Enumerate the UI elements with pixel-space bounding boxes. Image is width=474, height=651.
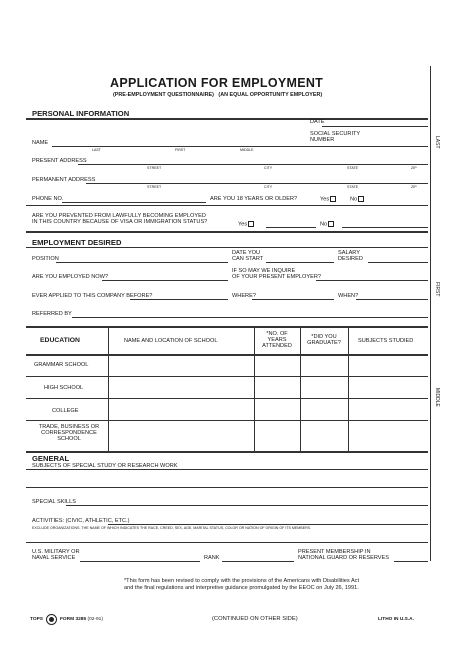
edu-row-high: HIGH SCHOOL [44, 385, 84, 391]
name-label: NAME [32, 140, 49, 146]
age-no-option[interactable] [350, 196, 364, 202]
age-yes-label: Yes [320, 196, 330, 203]
name-field[interactable] [52, 146, 428, 147]
visa-yes-label: Yes [238, 221, 248, 228]
subjects-field[interactable] [26, 469, 428, 470]
edu-row-college: COLLEGE [52, 408, 79, 414]
date-start-label: DATE YOU CAN START [232, 250, 264, 262]
age-no-label: No [350, 196, 358, 203]
membership-label: PRESENT MEMBERSHIP IN NATIONAL GUARD OR RESERVES [298, 549, 389, 561]
visa-no-blank [342, 227, 428, 228]
exclude-note: EXCLUDE ORGANIZATIONS, THE NAME OF WHICH INDICATES THE RACE, CREED, SEX, AGE, MARITAL STATUS, COLOR OR NATION OF ORIGIN OF ITS MEMBERS. [32, 526, 312, 530]
position-field[interactable] [56, 262, 228, 263]
side-label-middle: MIDDLE [434, 388, 440, 407]
side-fold-line [430, 66, 431, 561]
litho-label: LITHO IN U.S.A. [378, 617, 414, 622]
when-field[interactable] [356, 299, 428, 300]
salary-field[interactable] [368, 262, 428, 263]
activities-field-2[interactable] [26, 542, 428, 543]
applied-before-field[interactable] [130, 299, 228, 300]
present-address-label: PRESENT ADDRESS [32, 158, 87, 164]
edu-col-school: NAME AND LOCATION OF SCHOOL [124, 338, 218, 344]
section-rule [26, 231, 428, 233]
edu-col-years: *NO. OF YEARS ATTENDED [262, 331, 292, 349]
skills-field[interactable] [66, 505, 428, 506]
position-label: POSITION [32, 256, 59, 262]
edu-col-sep [300, 327, 301, 451]
form-title: APPLICATION FOR EMPLOYMENT [110, 76, 324, 90]
salary-label: SALARY DESIRED [338, 250, 363, 262]
edu-row-grammar: GRAMMAR SCHOOL [34, 362, 89, 368]
military-label: U.S. MILITARY OR NAVAL SERVICE [32, 549, 80, 561]
subjects-label: SUBJECTS OF SPECIAL STUDY OR RESEARCH WORK [32, 463, 178, 469]
employed-now-field[interactable] [102, 280, 228, 281]
tops-logo-icon [46, 614, 57, 625]
side-label-last: LAST [434, 136, 440, 149]
visa-yes-option[interactable] [238, 221, 254, 227]
education-heading: EDUCATION [40, 337, 80, 344]
date-start-field[interactable] [266, 262, 334, 263]
when-label: WHEN? [338, 293, 359, 299]
edu-col-subjects: SUBJECTS STUDIED [358, 338, 414, 344]
age-no-checkbox[interactable] [358, 196, 364, 202]
edu-col-graduate: *DID YOU GRADUATE? [307, 334, 341, 346]
membership-field[interactable] [394, 561, 428, 562]
present-address-field[interactable] [78, 164, 428, 165]
activities-label: ACTIVITIES: (CIVIC, ATHLETIC, ETC.) [32, 518, 130, 524]
inquire-label: IF SO MAY WE INQUIRE OF YOUR PRESENT EMPLOYER? [232, 268, 322, 280]
date-field[interactable] [322, 126, 428, 127]
section-rule [26, 247, 428, 248]
edu-header-rule [26, 354, 428, 356]
continued-label: (CONTINUED ON OTHER SIDE) [212, 616, 298, 622]
age-yes-checkbox[interactable] [330, 196, 336, 202]
section-rule [26, 118, 428, 120]
tops-label: TOPS [30, 617, 43, 622]
date-label: DATE [310, 119, 325, 125]
permanent-address-label: PERMANENT ADDRESS [32, 177, 96, 183]
name-sub-first: FIRST [175, 148, 186, 152]
rank-label: RANK [204, 555, 220, 561]
ssn-label: SOCIAL SECURITY NUMBER [310, 131, 361, 143]
inquire-field[interactable] [316, 280, 428, 281]
where-field[interactable] [252, 299, 334, 300]
section-heading-personal: PERSONAL INFORMATION [32, 109, 130, 118]
edu-row-rule [26, 420, 428, 421]
where-label: WHERE? [232, 293, 256, 299]
visa-yes-checkbox[interactable] [248, 221, 254, 227]
form-subtitle: (PRE-EMPLOYMENT QUESTIONNAIRE) (AN EQUAL OPPORTUNITY EMPLOYER) [113, 92, 323, 98]
edu-col-sep [108, 327, 109, 451]
referred-label: REFERRED BY [32, 311, 72, 317]
section-heading-employment: EMPLOYMENT DESIRED [32, 238, 122, 247]
form-number [60, 617, 103, 622]
section-heading-general: GENERAL [32, 454, 70, 463]
edu-row-rule [26, 376, 428, 377]
visa-question: ARE YOU PREVENTED FROM LAWFULLY BECOMING EMPLOYED IN THIS COUNTRY BECAUSE OF VISA OR IMMIGRATION STATUS? [32, 213, 208, 225]
applied-before-label: EVER APPLIED TO THIS COMPANY BEFORE? [32, 293, 153, 299]
row-rule [26, 205, 428, 206]
permanent-sub-zip: ZIP [411, 185, 417, 189]
edu-row-trade: TRADE, BUSINESS OR CORRESPONDENCE SCHOOL [38, 424, 100, 442]
form-number-text: FORM 3285 [60, 617, 87, 622]
present-sub-state: STATE [347, 166, 359, 170]
visa-no-option[interactable] [320, 221, 334, 227]
section-rule [26, 326, 428, 328]
age-yes-option[interactable] [320, 196, 336, 202]
permanent-address-field[interactable] [86, 183, 428, 184]
phone-field[interactable] [62, 202, 206, 203]
present-sub-zip: ZIP [411, 166, 417, 170]
name-sub-middle: MIDDLE [240, 148, 254, 152]
side-label-first: FIRST [434, 282, 440, 297]
footer-note: *This form has been revised to comply with the provisions of the Americans with Disabilities Act and the final regulations and interpretive guidance promulgated by the EEOC on July 26, 1991. [124, 578, 360, 591]
present-sub-street: STREET [147, 166, 162, 170]
name-sub-last: LAST [92, 148, 101, 152]
skills-label: SPECIAL SKILLS [32, 499, 76, 505]
referred-field[interactable] [72, 317, 428, 318]
present-sub-city: CITY [264, 166, 273, 170]
visa-no-label: No [320, 221, 328, 228]
military-field[interactable] [80, 561, 200, 562]
edu-col-sep [254, 327, 255, 451]
visa-no-checkbox[interactable] [328, 221, 334, 227]
edu-row-rule [26, 398, 428, 399]
form-code: (02-91) [87, 617, 103, 622]
age-question: ARE YOU 18 YEARS OR OLDER? [210, 196, 298, 202]
permanent-sub-city: CITY [264, 185, 273, 189]
employed-now-label: ARE YOU EMPLOYED NOW? [32, 274, 109, 280]
visa-yes-blank [266, 227, 316, 228]
permanent-sub-state: STATE [347, 185, 359, 189]
edu-col-sep [348, 327, 349, 451]
permanent-sub-street: STREET [147, 185, 162, 189]
section-rule [26, 451, 428, 453]
rank-field[interactable] [222, 561, 294, 562]
subjects-field-2[interactable] [26, 487, 428, 488]
phone-label: PHONE NO. [32, 196, 64, 202]
activities-field[interactable] [108, 524, 428, 525]
